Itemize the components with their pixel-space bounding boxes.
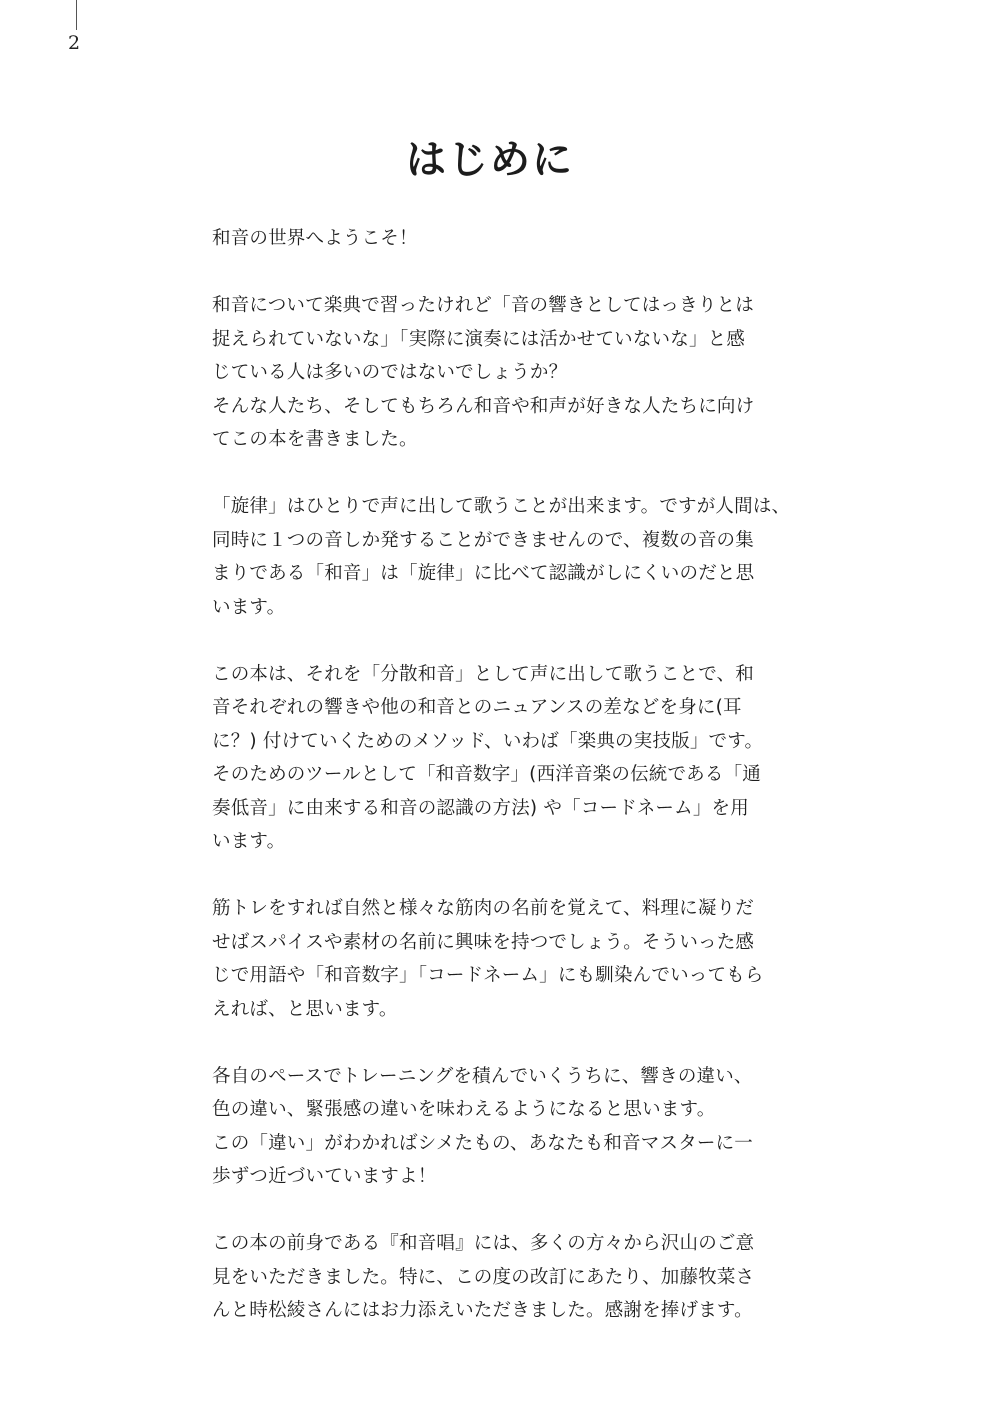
text-line: えれば、と思います。	[212, 998, 398, 1020]
text-line: に？) 付けていくためのメソッド、いわば「楽典の実技版」です。	[212, 730, 764, 752]
text-line: います。	[212, 596, 286, 618]
paragraph-intro	[212, 289, 774, 457]
text-line: んと時松綾さんにはお力添えいただきました。感謝を捧げます。	[212, 1300, 753, 1321]
text-line: 筋トレをすれば自然と様々な筋肉の名前を覚えて、料理に凝りだ	[212, 898, 754, 919]
text-line: 音それぞれの響きや他の和音とのニュアンスの差などを身に(耳	[212, 697, 742, 718]
paragraph-method	[212, 658, 774, 859]
text-line: 和音の世界へようこそ！	[212, 228, 418, 249]
text-line: 和音について楽典で習ったけれど「音の響きとしてはっきりとは	[212, 295, 754, 316]
paragraph-melody	[212, 490, 791, 624]
paragraph-welcome	[212, 222, 774, 256]
text-line: 色の違い、緊張感の違いを味わえるようになると思います。	[212, 1099, 716, 1120]
text-line: てこの本を書きました。	[212, 429, 418, 450]
text-line: 捉えられていないな」「実際に演奏には活かせていないな」と感	[212, 328, 746, 350]
page-number: 2	[68, 32, 81, 54]
text-line: じている人は多いのではないでしょうか？	[212, 362, 568, 383]
paragraph-analogy	[212, 892, 774, 1026]
text-line: まりである「和音」は「旋律」に比べて認識がしにくいのだと思	[212, 563, 755, 584]
body-text	[212, 222, 791, 1361]
text-line: 同時に１つの音しか発することができませんので、複数の音の集	[212, 529, 754, 551]
text-line: そんな人たち、そしてもちろん和音や和声が好きな人たちに向け	[212, 395, 755, 417]
paragraph-practice	[212, 1060, 774, 1194]
text-line: います。	[212, 831, 286, 852]
text-line: じで用語や「和音数字」「コードネーム」にも馴染んでいってもら	[212, 965, 764, 986]
text-line: 見をいただきました。特に、この度の改訂にあたり、加藤牧菜さ	[212, 1266, 755, 1288]
text-line: 歩ずつ近づいていますよ！	[212, 1166, 437, 1187]
text-line: この「違い」がわかればシメたもの、あなたも和音マスターに一	[212, 1132, 754, 1154]
paragraph-acknowledgements	[212, 1227, 774, 1328]
text-line: 「旋律」はひとりで声に出して歌うことが出来ます。ですが人間は、	[212, 496, 791, 517]
page-title: はじめに	[406, 137, 574, 183]
text-line: 各自のペースでトレーニングを積んでいくうちに、響きの違い、	[212, 1065, 753, 1087]
text-line: 奏低音」に由来する和音の認識の方法) や「コードネーム」を用	[212, 797, 749, 819]
text-line: この本の前身である『和音唱』には、多くの方々から沢山のご意	[212, 1233, 755, 1254]
page-edge-rule	[76, 0, 77, 30]
text-line: そのためのツールとして「和音数字」(西洋音楽の伝統である「通	[212, 764, 761, 785]
text-line: せばスパイスや素材の名前に興味を持つでしょう。そういった感	[212, 931, 755, 953]
text-line: この本は、それを「分散和音」として声に出して歌うことで、和	[212, 663, 754, 685]
